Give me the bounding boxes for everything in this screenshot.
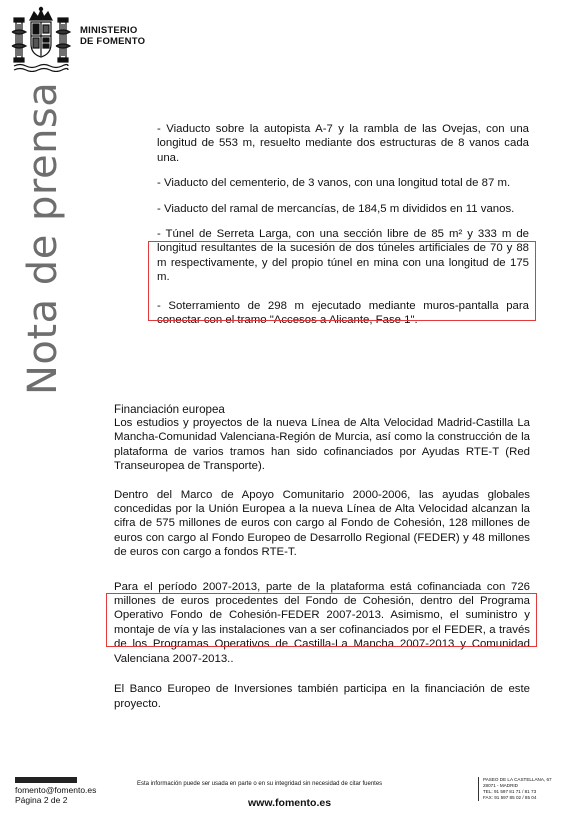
section-title: Financiación europea: [114, 403, 225, 416]
highlight-box-funding: [106, 593, 537, 647]
highlight-box-tunnel: [148, 241, 536, 321]
paragraph-highlighted: Para el período 2007-2013, parte de la plataforma está cofinanciada con 726 millones de euros procedentes del Fondo de Cohesión, dentro del Programa Operativo Fondo de Cohesión-FEDER 2007-2013. Asimismo, el suministro y montaje de vía y las instalaciones van a ser cofinanciados por el FEDER, a través de los Programas Operativos de Castilla-La Mancha 2007-2013 y Comunidad Valenciana 2007-2013..: [114, 580, 530, 665]
paragraph: Los estudios y proyectos de la nueva Línea de Alta Velocidad Madrid-Castilla La Mancha-Comunidad Valenciana-Región de Murcia, así como la construcción de la plataforma de varios tramos han sido cofinanciados por Ayudas RTE-T (Red Transeuropea de Transporte).: [114, 417, 530, 473]
footer-website-link[interactable]: www.fomento.es: [248, 797, 332, 809]
financing-section: [114, 403, 530, 725]
government-coat-of-arms-logo: [10, 6, 72, 72]
list-item: - Viaducto del cementerio, de 3 vanos, con una longitud total de 87 m.: [157, 177, 511, 190]
list-item: - Viaducto sobre la autopista A-7 y la rambla de las Ovejas, con una longitud de 553 m, resuelto mediante dos estructuras de 8 vanos cada una.: [157, 123, 529, 164]
press-release-side-label: Nota de prensa: [20, 81, 66, 395]
paragraph: Dentro del Marco de Apoyo Comunitario 2000-2006, las ayudas globales concedidas por la Unión Europea a la nueva Línea de Alta Velocidad alcanzan la cifra de 575 millones de euros con cargo al Fondo de Cohesión, 128 millones de euros con cargo al Fondo Europeo de Desarrollo Regional (FEDER) y 48 millones de euros con cargo a fondos RTE-T.: [114, 488, 530, 559]
page-number: Página 2 de 2: [15, 795, 68, 805]
list-item-highlighted: - Túnel de Serreta Larga, con una sección libre de 85 m² y 333 m de longitud resultantes de la sucesión de dos túneles artificiales de 70 y 88 m respectivamente, y del propio túnel en mina con una longitud de 175 m.: [157, 228, 529, 284]
list-item: - Viaducto del ramal de mercancías, de 184,5 m divididos en 11 vanos.: [157, 202, 515, 215]
footer-email[interactable]: fomento@fomento.es: [15, 785, 97, 795]
footer-contact: [15, 777, 96, 805]
ministry-name-line2: DE FOMENTO: [80, 36, 146, 47]
list-item: - Soterramiento de 298 m ejecutado mediante muros-pantalla para conectar con el tramo "Accesos a Alicante, Fase 1".: [157, 299, 529, 327]
footer-address: PASEO DE LA CASTELLANA, 67 28071 - MADRID TEL: 91 597 81 71 / 81 73 FAX: 91 597 85 02 / 85 04: [478, 777, 565, 801]
mail-label-bar: [15, 777, 77, 783]
footer-usage-note: Esta información puede ser usada en parte o en su integridad sin necesidad de citar fuentes: [137, 781, 383, 787]
ministry-name-line1: MINISTERIO: [80, 25, 138, 36]
ministry-name: [80, 25, 145, 47]
paragraph: El Banco Europeo de Inversiones también participa en la financiación de este proyecto.: [114, 683, 530, 710]
